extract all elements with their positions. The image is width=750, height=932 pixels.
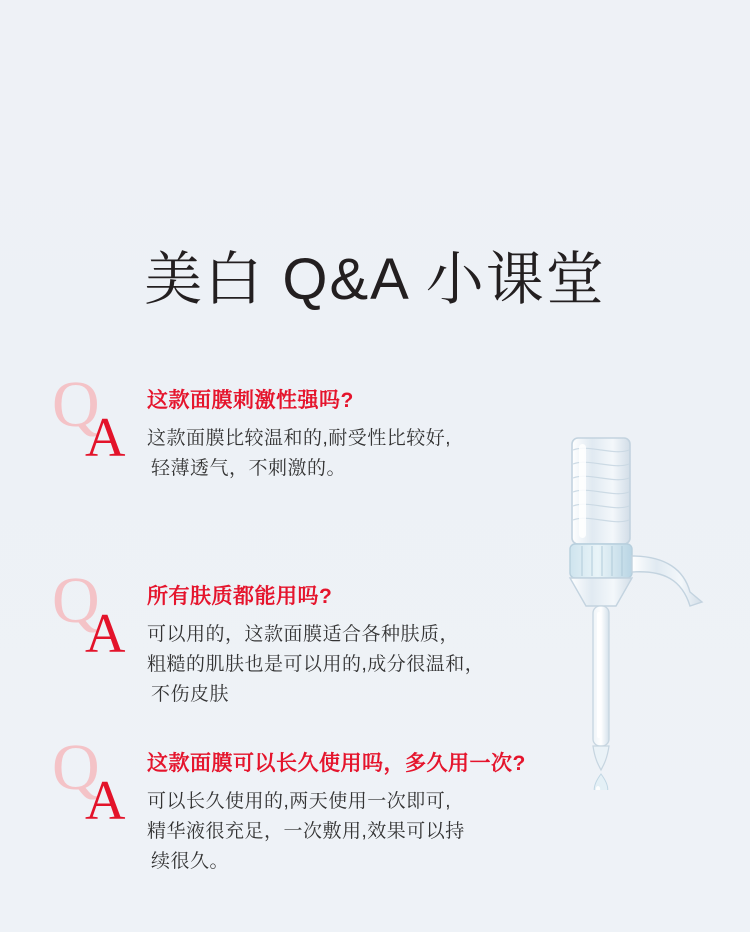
q-mark-icon: Q xyxy=(52,731,100,804)
answer-text xyxy=(147,787,465,877)
question-text: 这款面膜刺激性强吗? xyxy=(147,389,354,412)
question-text: 这款面膜可以长久使用吗，多久用一次? xyxy=(147,752,526,775)
a-mark-icon: A xyxy=(85,603,126,665)
answer-line: 可以长久使用的,两天使用一次即可, xyxy=(147,791,452,812)
answer-line: 这款面膜比较温和的,耐受性比较好, xyxy=(147,428,452,449)
question-text: 所有肤质都能用吗? xyxy=(147,585,333,608)
answer-text xyxy=(147,620,484,710)
a-mark-icon: A xyxy=(85,770,126,832)
a-mark-icon: A xyxy=(85,407,126,469)
answer-line: 不伤皮肤 xyxy=(151,684,230,705)
answer-line: 粗糙的肌肤也是可以用的,成分很温和， xyxy=(147,654,485,675)
q-mark-icon: Q xyxy=(52,564,100,637)
answer-line: 续很久。 xyxy=(151,851,230,872)
page-title: 美白 Q&A 小课堂 xyxy=(144,247,606,312)
answer-line: 可以用的，这款面膜适合各种肤质， xyxy=(147,624,460,645)
glass-dropper-icon xyxy=(540,430,730,790)
answer-line: 精华液很充足，一次敷用,效果可以持 xyxy=(147,821,465,842)
answer-line: 轻薄透气，不刺激的。 xyxy=(151,458,347,479)
answer-text xyxy=(147,424,451,484)
q-mark-icon: Q xyxy=(52,368,100,441)
